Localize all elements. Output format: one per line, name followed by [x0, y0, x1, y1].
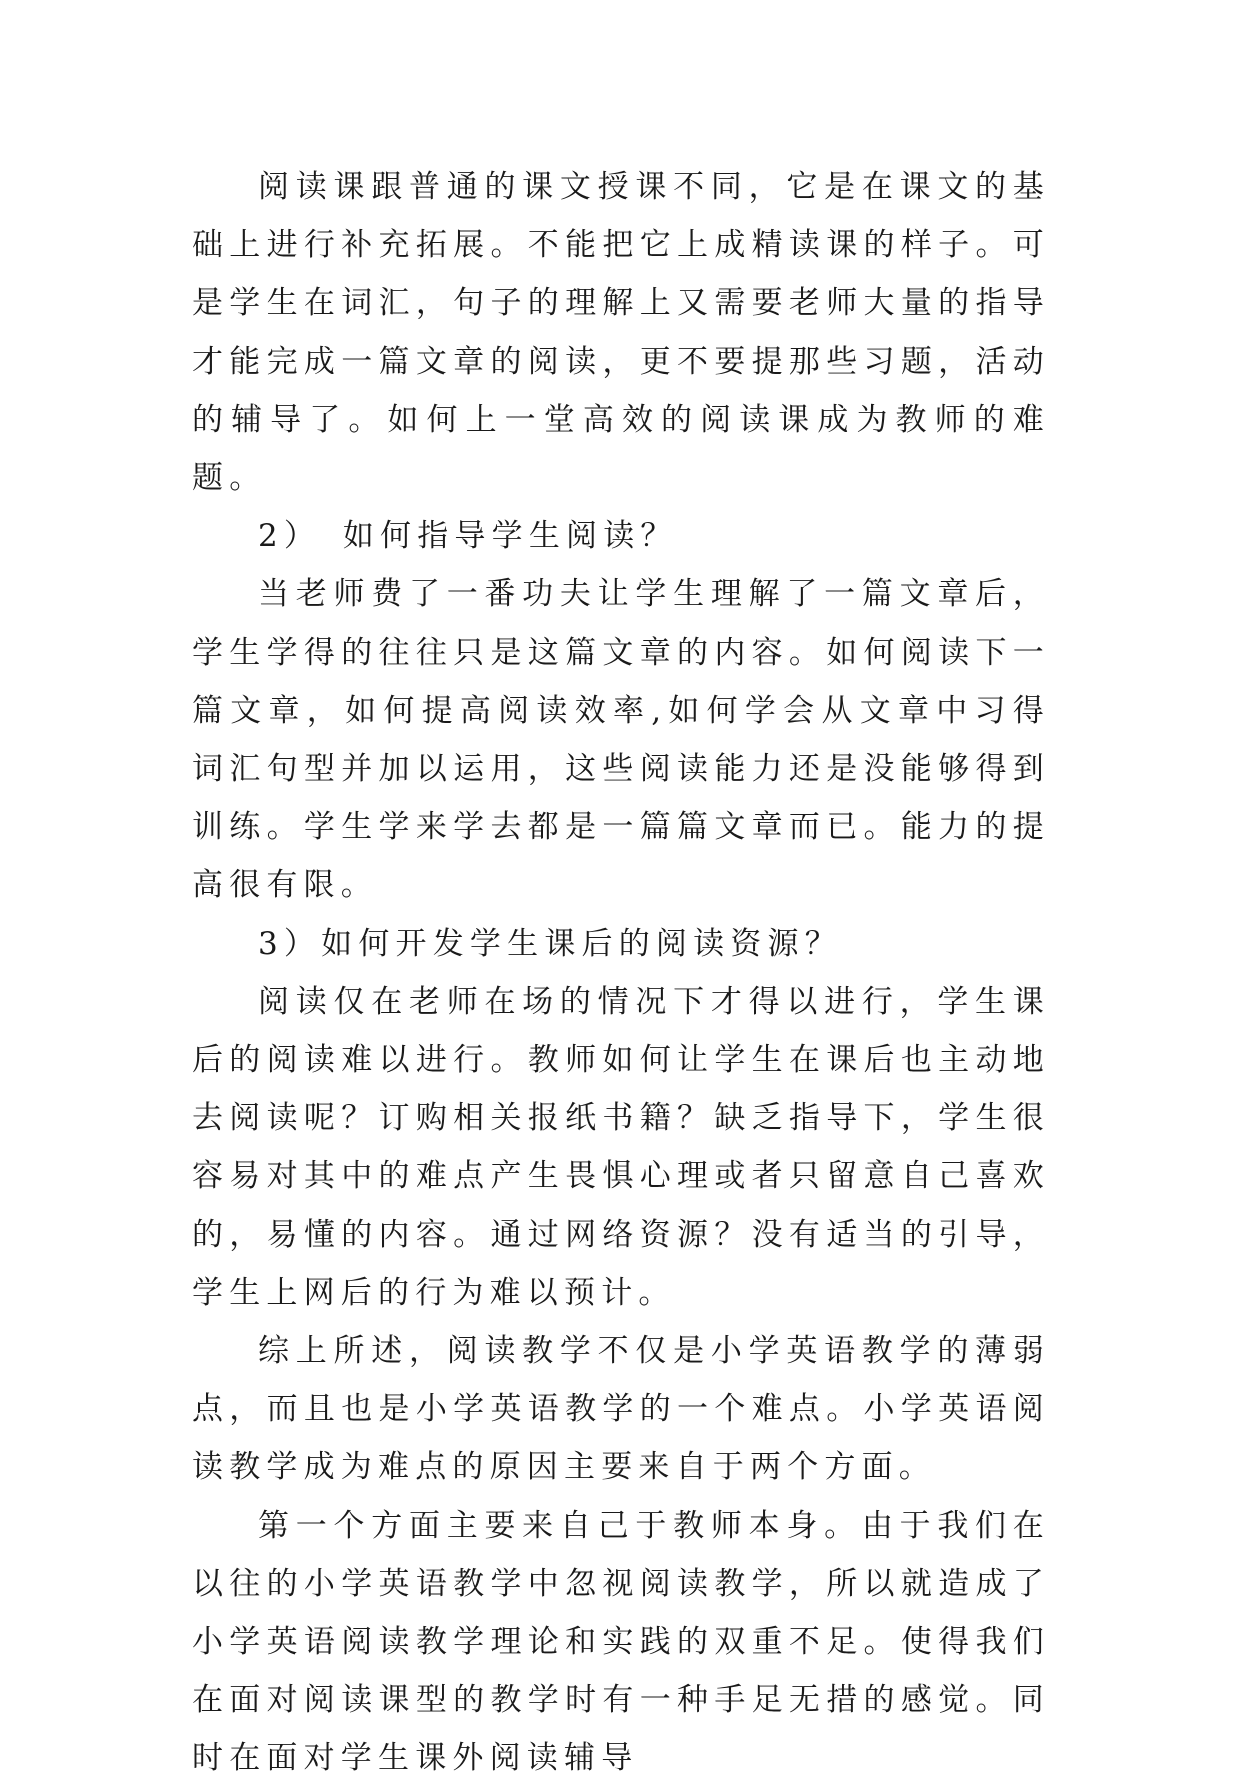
- paragraph-summary: 综上所述，阅读教学不仅是小学英语教学的薄弱点，而且也是小学英语教学的一个难点。小学英语阅读教学成为难点的原因主要来自于两个方面。: [192, 1333, 1050, 1486]
- paragraph-after-class-reading: 阅读仅在老师在场的情况下才得以进行，学生课后的阅读难以进行。教师如何让学生在课后也主动地去阅读呢？订购相关报纸书籍？缺乏指导下，学生很容易对其中的难点产生畏惧心理或者只留意自己喜欢的，易懂的内容。通过网络资源？没有适当的引导，学生上网后的行为难以预计。: [192, 983, 1050, 1311]
- heading-reading-resources: 3）如何开发学生课后的阅读资源？: [258, 925, 842, 962]
- paragraph-teacher-factor: 第一个方面主要来自己于教师本身。由于我们在以往的小学英语教学中忽视阅读教学，所以就造成了小学英语阅读教学理论和实践的双重不足。使得我们在面对阅读课型的教学时有一种手足无措的感觉。同时在面对学生课外阅读辅导: [192, 1507, 1050, 1777]
- document-body: [192, 158, 1050, 1788]
- paragraph-reading-ability: 当老师费了一番功夫让学生理解了一篇文章后，学生学得的往往只是这篇文章的内容。如何阅读下一篇文章，如何提高阅读效率,如何学会从文章中习得词汇句型并加以运用，这些阅读能力还是没能够得到训练。学生学来学去都是一篇篇文章而已。能力的提高很有限。: [192, 576, 1050, 904]
- heading-how-to-guide-reading: 2） 如何指导学生阅读？: [258, 518, 678, 555]
- paragraph-reading-class: 阅读课跟普通的课文授课不同，它是在课文的基础上进行补充拓展。不能把它上成精读课的样子。可是学生在词汇，句子的理解上又需要老师大量的指导才能完成一篇文章的阅读，更不要提那些习题，活动的辅导了。如何上一堂高效的阅读课成为教师的难题。: [192, 169, 1050, 497]
